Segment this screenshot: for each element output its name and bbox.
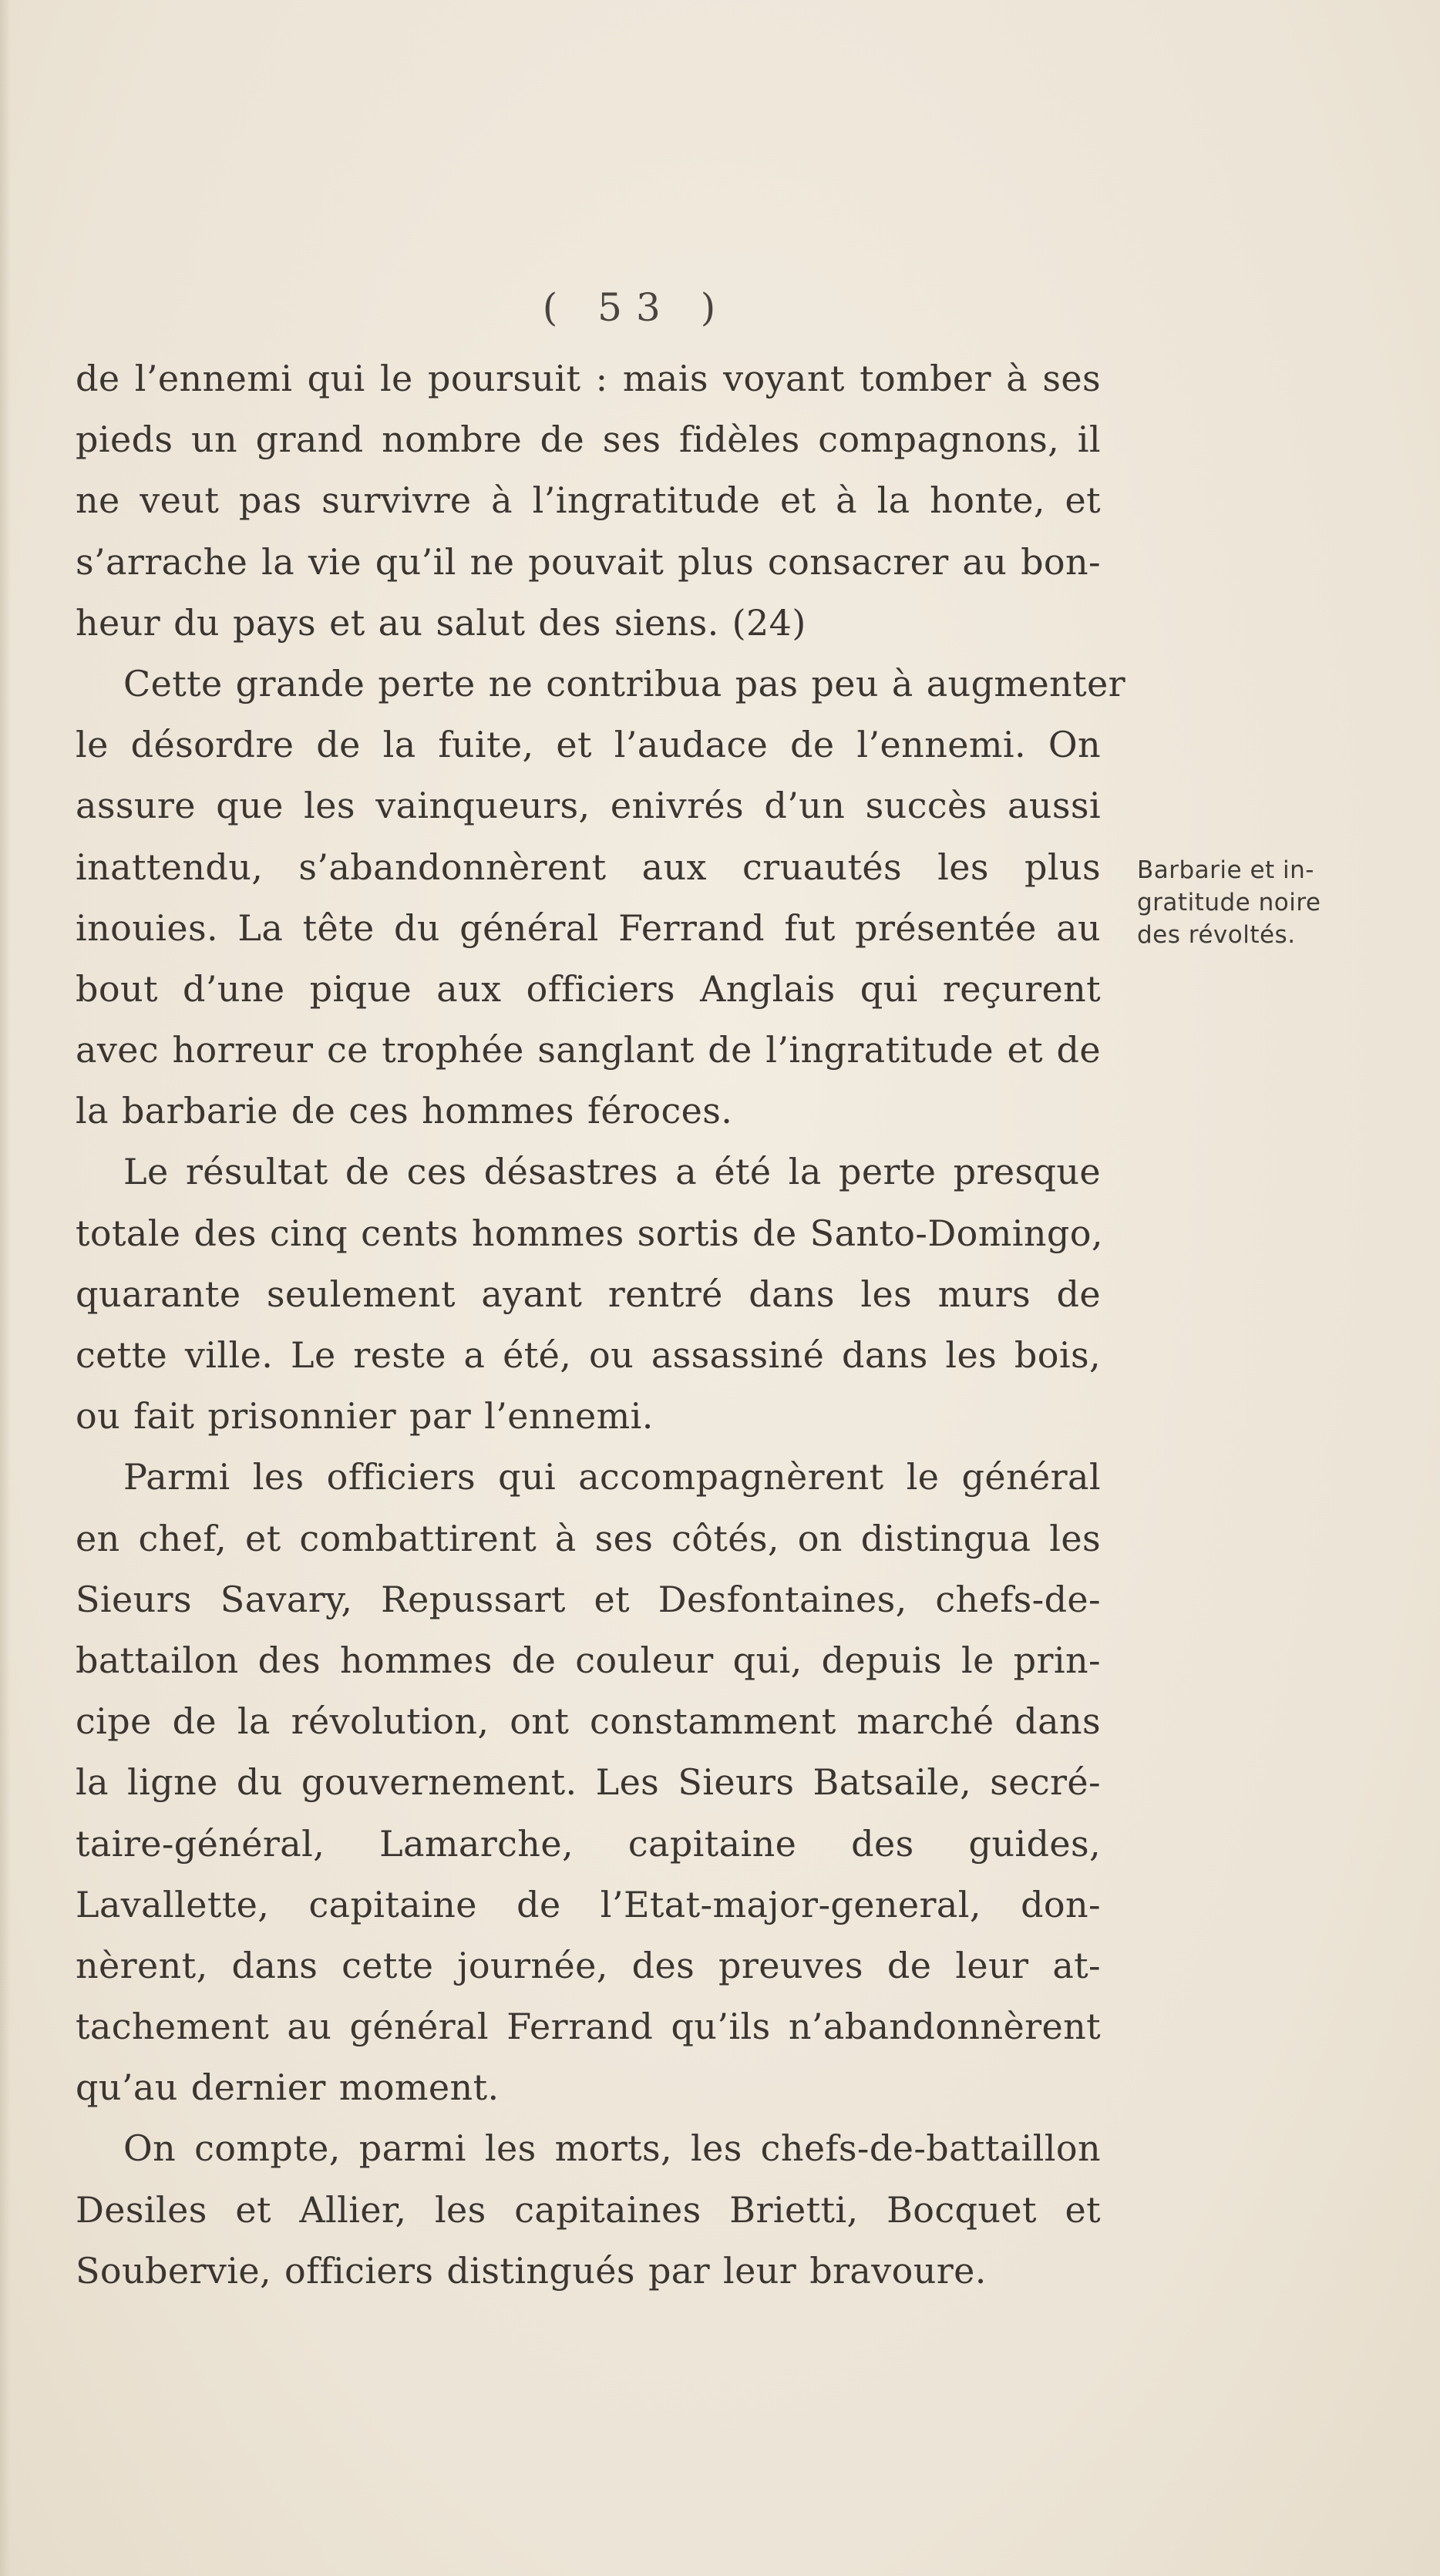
text-line: s’arrache la vie qu’il ne pouvait plus consacrer au bon- xyxy=(76,540,1101,583)
text-line: On compte, parmi les morts, les chefs-de-battaillon xyxy=(123,2127,1101,2170)
text-line: quarante seulement ayant rentré dans les murs de xyxy=(76,1273,1101,1315)
margin-note xyxy=(1137,854,1391,951)
text-line: battailon des hommes de couleur qui, depuis le prin- xyxy=(76,1639,1101,1681)
text-line: Sieurs Savary, Repussart et Desfontaines, chefs-de- xyxy=(76,1578,1101,1620)
text-line: la ligne du gouvernement. Les Sieurs Batsaile, secré- xyxy=(76,1761,1101,1804)
text-line: Lavallette, capitaine de l’Etat-major-general, don- xyxy=(76,1883,1101,1925)
margin-note-line: Barbarie et in- xyxy=(1137,856,1314,884)
text-line: Le résultat de ces désastres a été la perte presque xyxy=(123,1151,1101,1193)
text-line: cette ville. Le reste a été, ou assassiné dans les bois, xyxy=(76,1334,1101,1376)
text-line: inouies. La tête du général Ferrand fut présentée au xyxy=(76,906,1101,949)
text-line: de l’ennemi qui le poursuit : mais voyant tomber à ses xyxy=(76,358,1101,399)
text-line: heur du pays et au salut des siens. (24) xyxy=(76,601,806,644)
text-line: Parmi les officiers qui accompagnèrent le général xyxy=(123,1456,1101,1498)
text-line: taire-général, Lamarche, capitaine des guides, xyxy=(76,1822,1101,1865)
margin-note-line: des révoltés. xyxy=(1137,921,1296,949)
text-line: tachement au général Ferrand qu’ils n’abandonnèrent xyxy=(76,2006,1101,2048)
text-line: cipe de la révolution, ont constamment marché dans xyxy=(76,1700,1101,1743)
text-line: en chef, et combattirent à ses côtés, on distingua les xyxy=(76,1517,1101,1559)
text-line: ou fait prisonnier par l’ennemi. xyxy=(76,1395,654,1438)
margin-note-line: gratitude noire xyxy=(1137,889,1321,916)
body-text xyxy=(76,348,1125,2302)
text-line: le désordre de la fuite, et l’audace de l’ennemi. On xyxy=(76,724,1101,766)
text-line: avec horreur ce trophée sanglant de l’ingratitude et de xyxy=(76,1029,1101,1071)
page-number: ( 53 ) xyxy=(542,285,730,330)
text-line: assure que les vainqueurs, enivrés d’un succès aussi xyxy=(76,785,1101,827)
text-line: bout d’une pique aux officiers Anglais qui reçurent xyxy=(76,967,1101,1010)
text-line: pieds un grand nombre de ses fidèles compagnons, il xyxy=(76,419,1101,461)
text-line: ne veut pas survivre à l’ingratitude et à la honte, et xyxy=(76,479,1101,522)
text-line: Cette grande perte ne contribua pas peu à augmenter xyxy=(123,662,1125,705)
text-line: la barbarie de ces hommes féroces. xyxy=(76,1090,733,1132)
text-line: inattendu, s’abandonnèrent aux cruautés les plus xyxy=(76,846,1101,888)
text-line: nèrent, dans cette journée, des preuves de leur at- xyxy=(76,1944,1101,1986)
text-line: Soubervie, officiers distingués par leur bravoure. xyxy=(76,2249,987,2292)
text-line: totale des cinq cents hommes sortis de Santo-Domingo, xyxy=(76,1212,1103,1254)
text-line: qu’au dernier moment. xyxy=(76,2067,500,2109)
page-edge-shadow xyxy=(0,0,11,2576)
text-line: Desiles et Allier, les capitaines Brietti, Bocquet et xyxy=(76,2188,1101,2231)
